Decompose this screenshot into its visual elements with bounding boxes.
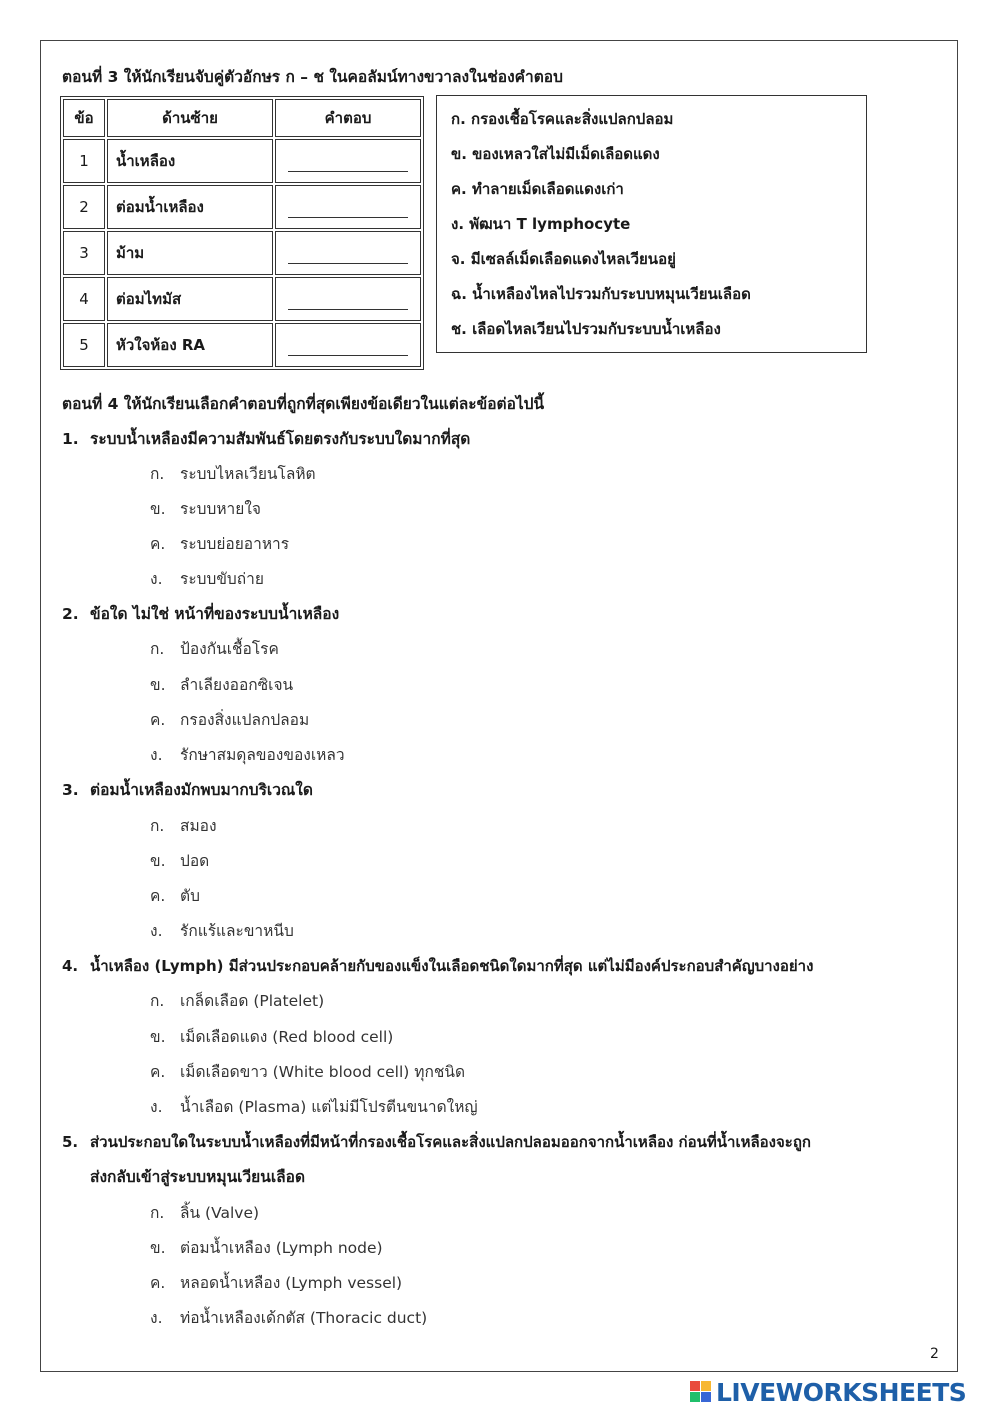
question-text: ข้อใด ไม่ใช่ หน้าที่ของระบบน้ำเหลือง xyxy=(90,605,340,623)
choice-item[interactable]: ข. ปอด xyxy=(150,852,210,870)
page-number: 2 xyxy=(930,1346,939,1362)
question-text: ส่วนประกอบใดในระบบน้ำเหลืองที่มีหน้าที่กรองเชื้อโรคและสิ่งแปลกปลอมออกจากน้ำเหลือง ก่อนที่น้ำเหลืองจะถูก xyxy=(90,1133,812,1151)
question-number: 5. xyxy=(62,1133,79,1151)
choice-item[interactable]: ข. ต่อมน้ำเหลือง (Lymph node) xyxy=(150,1239,383,1257)
table-row xyxy=(63,185,421,229)
row-num: 2 xyxy=(63,185,105,229)
choice-item[interactable]: ก. เกล็ดเลือด (Platelet) xyxy=(150,992,325,1010)
part4-heading: ตอนที่ 4 ให้นักเรียนเลือกคำตอบที่ถูกที่สุดเพียงข้อเดียวในแต่ละข้อต่อไปนี้ xyxy=(62,395,545,413)
option-item: ฉ. น้ำเหลืองไหลไปรวมกับระบบหมุนเวียนเลือด xyxy=(451,285,751,303)
header-left: ด้านซ้าย xyxy=(107,99,273,137)
brand-name: LIVEWORKSHEETS xyxy=(716,1377,967,1407)
table-row xyxy=(63,323,421,367)
row-left: หัวใจห้อง RA xyxy=(107,323,273,367)
matching-table-header xyxy=(63,99,421,137)
choice-item[interactable]: ค. ระบบย่อยอาหาร xyxy=(150,535,290,553)
header-num: ข้อ xyxy=(63,99,105,137)
row-num: 5 xyxy=(63,323,105,367)
row-left: ม้าม xyxy=(107,231,273,275)
option-item: ข. ของเหลวใสไม่มีเม็ดเลือดแดง xyxy=(451,145,660,163)
choice-item[interactable]: ข. ลำเลียงออกซิเจน xyxy=(150,676,294,694)
choice-item[interactable]: ข. ระบบหายใจ xyxy=(150,500,261,518)
question-2 xyxy=(62,603,339,625)
question-4 xyxy=(62,955,813,977)
choice-item[interactable]: ค. หลอดน้ำเหลือง (Lymph vessel) xyxy=(150,1274,403,1292)
part3-heading: ตอนที่ 3 ให้นักเรียนจับคู่ตัวอักษร ก – ช ในคอลัมน์ทางขวาลงในช่องคำตอบ xyxy=(62,68,563,86)
choice-item[interactable]: ข. เม็ดเลือดแดง (Red blood cell) xyxy=(150,1028,394,1046)
answer-blank-1[interactable] xyxy=(275,139,421,183)
choice-item[interactable]: ง. ท่อน้ำเหลืองเด้กตัส (Thoracic duct) xyxy=(150,1309,428,1327)
options-box xyxy=(436,95,867,353)
question-number: 3. xyxy=(62,781,79,799)
question-text: ระบบน้ำเหลืองมีความสัมพันธ์โดยตรงกับระบบใดมากที่สุด xyxy=(90,430,471,448)
choice-item[interactable]: ค. กรองสิ่งแปลกปลอม xyxy=(150,711,310,729)
table-row xyxy=(63,277,421,321)
question-number: 1. xyxy=(62,430,79,448)
option-item: ก. กรองเชื้อโรคและสิ่งแปลกปลอม xyxy=(451,110,674,128)
table-row xyxy=(63,139,421,183)
option-item: ง. พัฒนา T lymphocyte xyxy=(451,215,631,233)
answer-blank-3[interactable] xyxy=(275,231,421,275)
option-item: ช. เลือดไหลเวียนไปรวมกับระบบน้ำเหลือง xyxy=(451,320,721,338)
answer-blank-5[interactable] xyxy=(275,323,421,367)
choice-item[interactable]: ง. ระบบขับถ่าย xyxy=(150,570,264,588)
answer-blank-2[interactable] xyxy=(275,185,421,229)
choice-item[interactable]: ค. เม็ดเลือดขาว (White blood cell) ทุกชนิด xyxy=(150,1063,466,1081)
liveworksheets-logo[interactable] xyxy=(690,1378,966,1406)
choice-item[interactable]: ง. รักแร้และขาหนีบ xyxy=(150,922,294,940)
row-left: ต่อมน้ำเหลือง xyxy=(107,185,273,229)
choice-item[interactable]: ง. รักษาสมดุลของของเหลว xyxy=(150,746,345,764)
option-item: ค. ทำลายเม็ดเลือดแดงเก่า xyxy=(451,180,624,198)
choice-item[interactable]: ก. ป้องกันเชื้อโรค xyxy=(150,640,279,658)
question-number: 4. xyxy=(62,957,79,975)
row-left: น้ำเหลือง xyxy=(107,139,273,183)
choice-item[interactable]: ก. ระบบไหลเวียนโลหิต xyxy=(150,465,316,483)
answer-blank-4[interactable] xyxy=(275,277,421,321)
choice-item[interactable]: ค. ตับ xyxy=(150,887,200,905)
row-num: 4 xyxy=(63,277,105,321)
question-number: 2. xyxy=(62,605,79,623)
row-num: 1 xyxy=(63,139,105,183)
row-left: ต่อมไทมัส xyxy=(107,277,273,321)
table-row xyxy=(63,231,421,275)
question-1 xyxy=(62,428,470,450)
choice-item[interactable]: ก. สมอง xyxy=(150,817,217,835)
question-3 xyxy=(62,779,313,801)
header-answer: คำตอบ xyxy=(275,99,421,137)
choice-item[interactable]: ก. ลิ้น (Valve) xyxy=(150,1204,260,1222)
question-5 xyxy=(62,1131,811,1153)
question-text: ต่อมน้ำเหลืองมักพบมากบริเวณใด xyxy=(90,781,313,799)
row-num: 3 xyxy=(63,231,105,275)
liveworksheets-icon xyxy=(690,1381,712,1403)
option-item: จ. มีเซลล์เม็ดเลือดแดงไหลเวียนอยู่ xyxy=(451,250,676,268)
question-text: น้ำเหลือง (Lymph) มีส่วนประกอบคล้ายกับของแข็งในเลือดชนิดใดมากที่สุด แต่ไม่มีองค์ประกอบสำคัญบางอย่าง xyxy=(90,957,814,975)
matching-table xyxy=(60,96,424,370)
choice-item[interactable]: ง. น้ำเลือด (Plasma) แต่ไม่มีโปรตีนขนาดใหญ่ xyxy=(150,1098,478,1116)
question-5-continued: ส่งกลับเข้าสู่ระบบหมุนเวียนเลือด xyxy=(90,1168,306,1186)
